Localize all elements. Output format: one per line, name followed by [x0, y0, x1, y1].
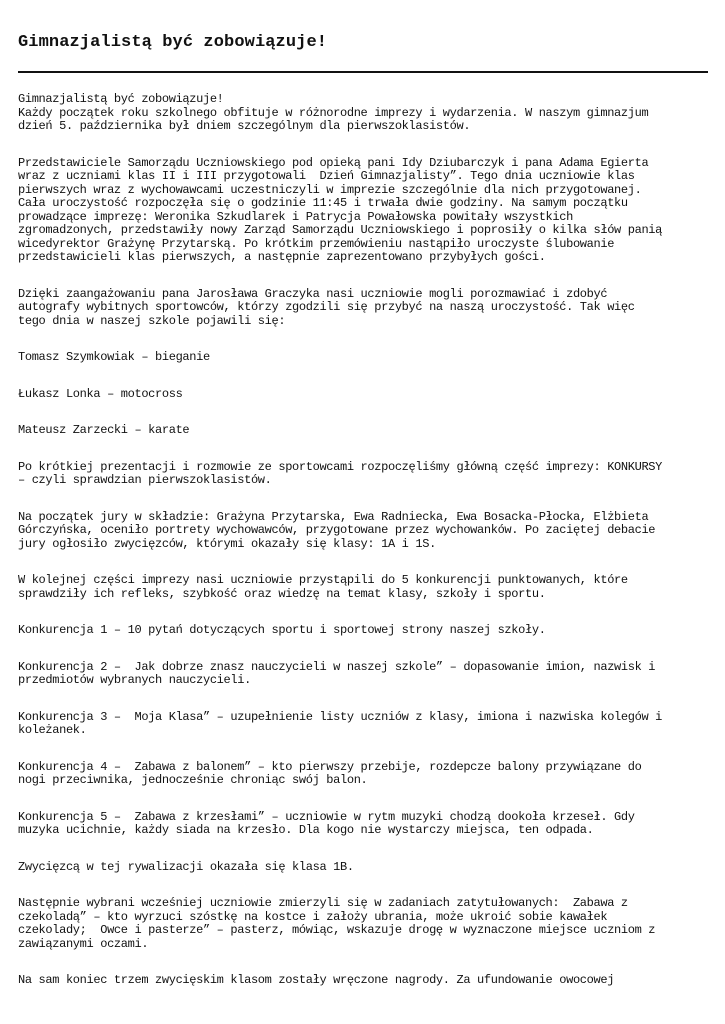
competition-item: Konkurencja 2 – Jak dobrze znasz nauczycieli w naszej szkole” – dopasowanie imion, nazwisk i przedmiotów wybranych nauczycieli. [18, 659, 656, 687]
paragraph-guests: Dzięki zaangażowaniu pana Jarosława Graczyka nasi uczniowie mogli porozmawiać i zdobyć autografy wybitnych sportowców, którzy zgodzili się przybyć na naszą uroczystość. Tak więc tego dnia w naszej szkole pojawili się: [18, 286, 635, 328]
paragraph-jury: Na początek jury w składzie: Grażyna Przytarska, Ewa Radniecka, Ewa Bosacka-Płocka, Elżbieta Górczyńska, oceniło portrety wychowawców, przygotowane przez wychowanków. Po zaciętej debacie jury ogłosiło zwycięzców, którymi okazały się klasy: 1A i 1S. [18, 509, 656, 551]
guest-item: Mateusz Zarzecki – karate [18, 423, 190, 437]
competition-item: Konkurencja 4 – Zabawa z balonem” – kto pierwszy przebije, rozdepcze balony przywiązane do nogi przeciwnika, jednocześnie chroniąc swój balon. [18, 759, 642, 787]
paragraph-winner: Zwycięzcą w tej rywalizacji okazała się klasa 1B. [18, 859, 354, 874]
paragraph-games: Następnie wybrani wcześniej uczniowie zmierzyli się w zadaniach zatytułowanych: Zabawa z czekoladą” – kto wyrzuci szóstkę na kostce i założy ubrania, może ukroić sobie kawałek czekolady; Owce i pasterze” – pasterz, mówiąc, wskazuje drogę w wyznaczone miejsce uczniom z zawiązanymi oczami. [18, 896, 656, 951]
title-divider [18, 71, 708, 73]
competition-item: Konkurencja 5 – Zabawa z krzesłami” – uczniowie w rytm muzyki chodzą dookoła krzeseł. Gdy muzyka ucichnie, każdy siada na krzesło. Dla kogo nie wystarczy miejsca, ten odpada. [18, 809, 635, 837]
competition-item: Konkurencja 1 – 10 pytań dotyczących sportu i sportowej strony naszej szkoły. [18, 623, 546, 637]
paragraph-competitions: W kolejnej części imprezy nasi uczniowie przystąpili do 5 konkurencji punktowanych, które sprawdziły ich refleks, szybkość oraz wiedzę na temat klasy, szkoły i sportu. [18, 573, 628, 601]
competition-item: Konkurencja 3 – Moja Klasa” – uzupełnienie listy uczniów z klasy, imiona i nazwiska kolegów i koleżanek. [18, 709, 663, 737]
article-body [18, 93, 713, 1011]
guest-item: Łukasz Lonka – motocross [18, 386, 183, 401]
paragraph-awards: Na sam koniec trzem zwycięskim klasom zostały wręczone nagrody. Za ufundowanie owocowej [18, 973, 615, 987]
paragraph-ceremony: Przedstawiciele Samorządu Uczniowskiego pod opieką pani Idy Dziubarczyk i pana Adama Egierta wraz z uczniami klas II i III przygotowali Dzień Gimnazjalisty”. Tego dnia uczniowie klas pierwszych wraz z wychowawcami uczestniczyli w imprezie szczególnie dla nich przygotowanej. Cała uroczystość rozpoczęła się o godzinie 11:45 i trwała dwie godziny. Na samym początku prowadzące imprezę: Weronika Szkudlarek i Patrycja Powałowska powitały wszystkich zgromadzonych, przedstawiły nowy Zarząd Samorządu Uczniowskiego i poprosiły o kilka słów panią wicedyrektor Grażynę Przytarską. Po krótkim przemówieniu nastąpiło uroczyste ślubowanie przedstawicieli klas pierwszych, a następnie zaprezentowano przybyłych gości. [18, 155, 663, 264]
page-title: Gimnazjalistą być zobowiązuje! [18, 33, 328, 52]
paragraph-contests: Po krótkiej prezentacji i rozmowie ze sportowcami rozpoczęliśmy główną część imprezy: KONKURSY – czyli sprawdzian pierwszoklasistów. [18, 459, 663, 487]
guest-item: Tomasz Szymkowiak – bieganie [18, 350, 210, 364]
paragraph-intro: Gimnazjalistą być zobowiązuje! Każdy początek roku szkolnego obfituje w różnorodne imprezy i wydarzenia. W naszym gimnazjum dzień 5. października był dniem szczególnym dla pierwszoklasistów. [18, 92, 649, 133]
